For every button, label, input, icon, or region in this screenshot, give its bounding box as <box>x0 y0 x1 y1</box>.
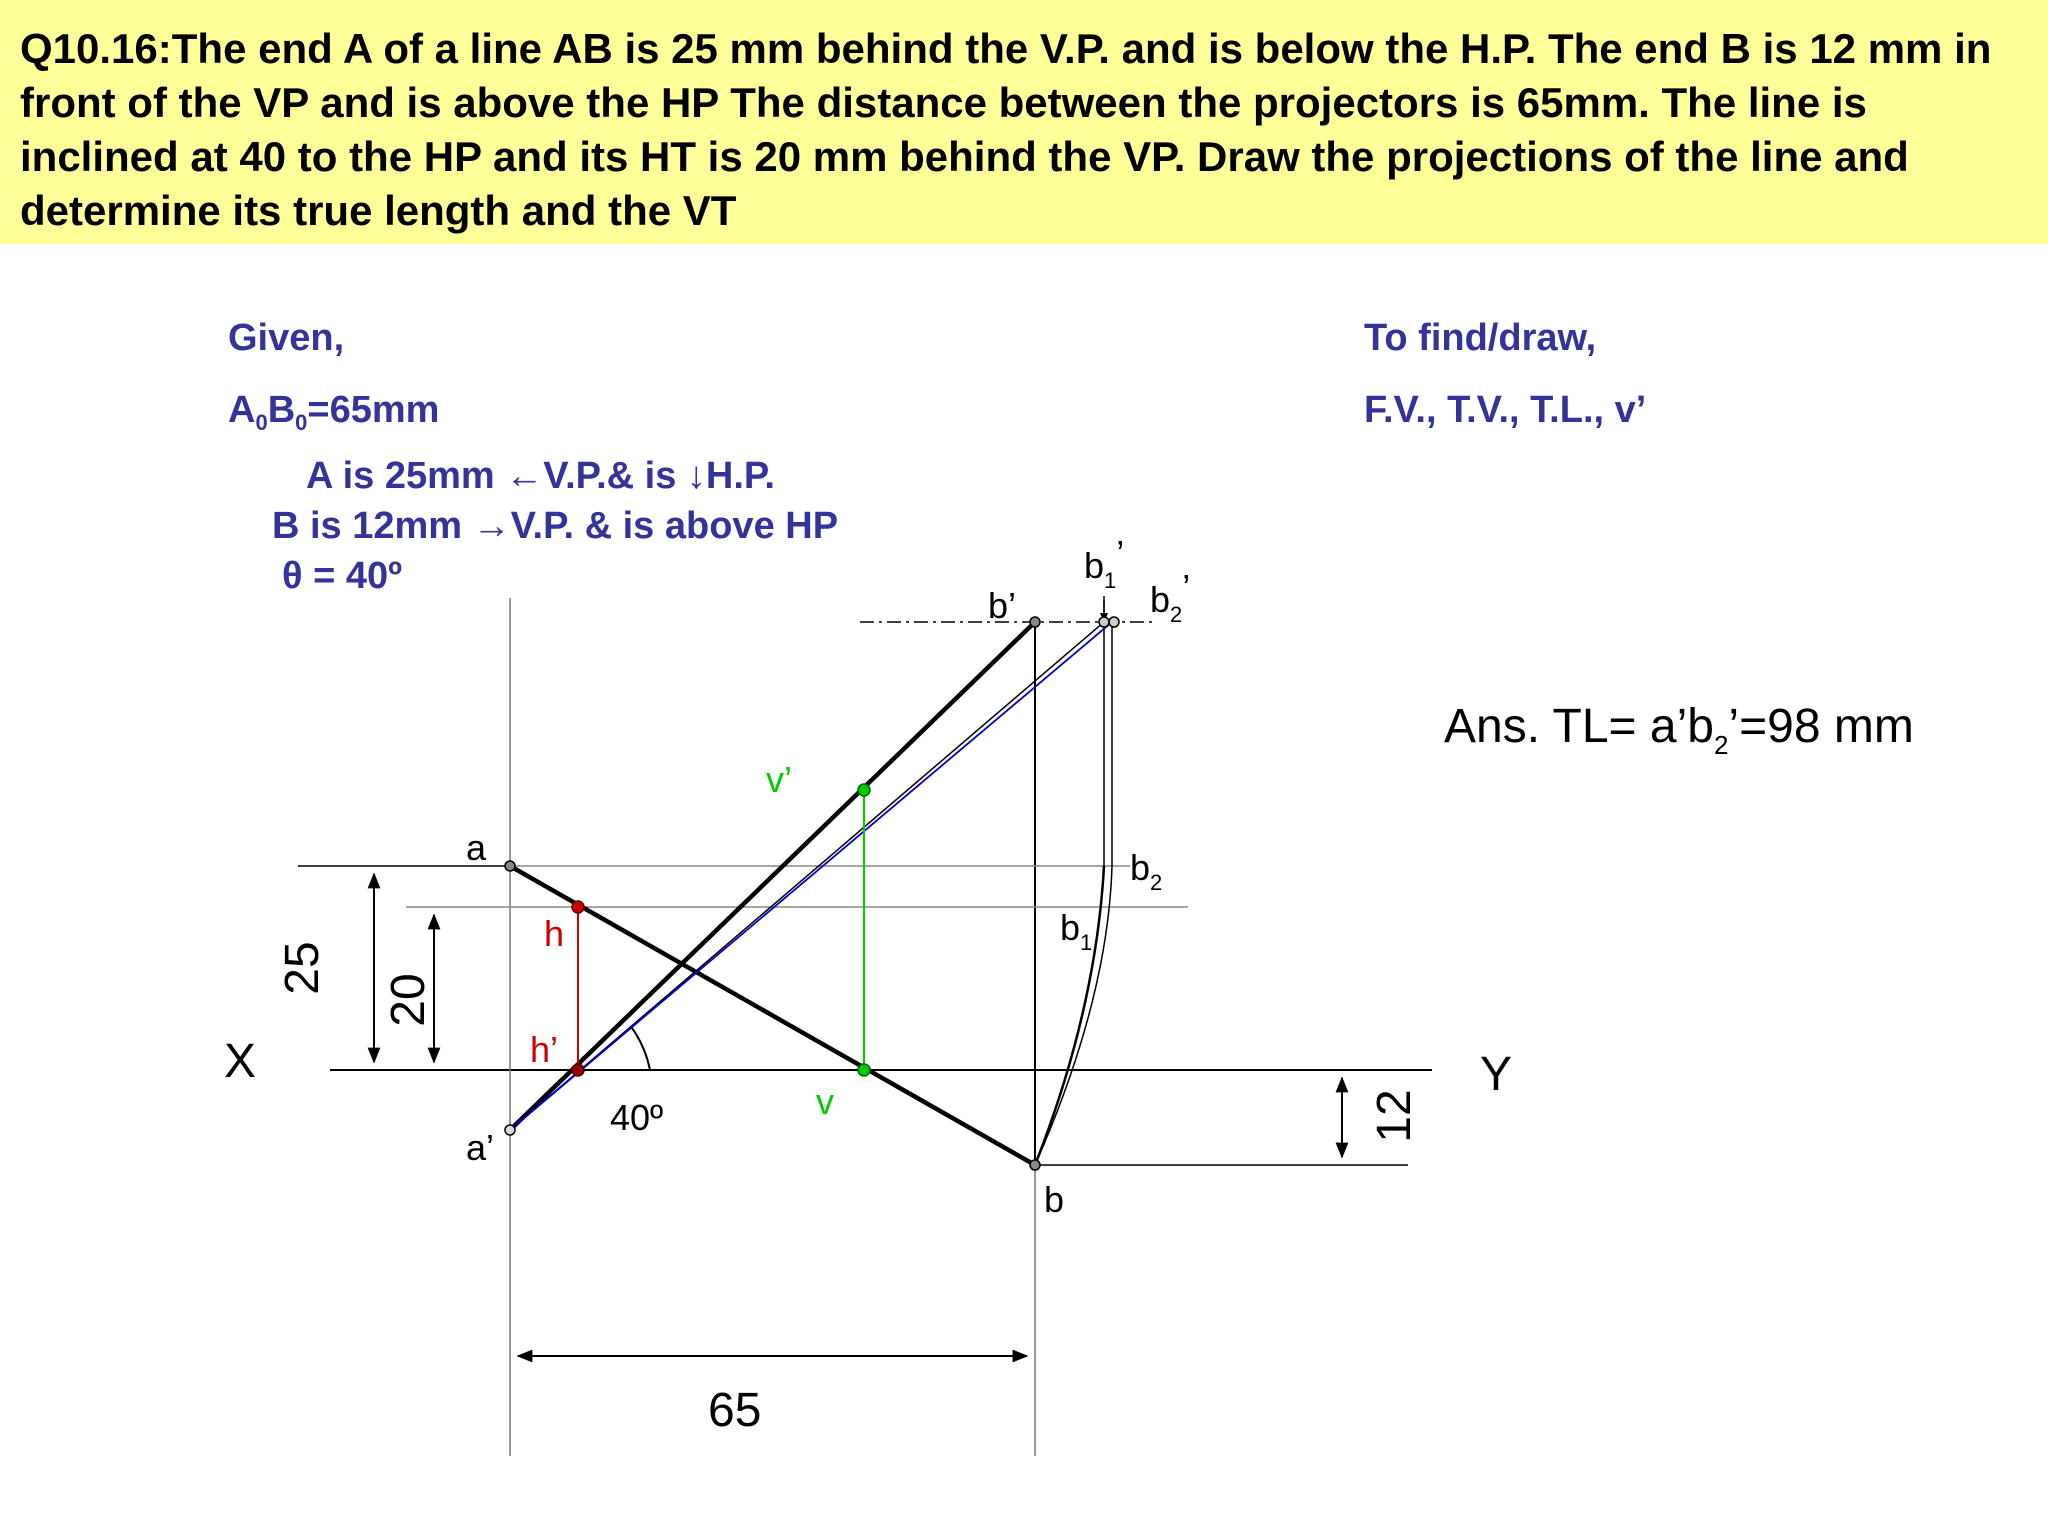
label-v: v <box>816 1081 834 1122</box>
given-a0b0: $A_0B_0=65mm$ <box>228 389 440 435</box>
label-b-prime: b’ <box>988 585 1017 626</box>
label-v-prime: v’ <box>766 759 792 800</box>
point-a <box>505 861 515 871</box>
point-a-prime <box>505 1125 515 1135</box>
question-text: Q10.16:The end A of a line AB is 25 mm behind the V.P. and is below the H.P. The end B is 12 mm in front of the VP and is above the HP The distance between the projectors is 65mm. The line is inclined at 40 to the HP and its HT is 20 mm behind the VP. Draw the projections of the line and determine its true length and the VT <box>0 0 2048 244</box>
label-b2: $b_2$ <box>1130 847 1163 895</box>
true-length-line <box>510 622 1112 1130</box>
label-h-prime: h’ <box>530 1029 559 1070</box>
label-b1: $b_1$ <box>1060 907 1093 955</box>
dim-12-label: 12 <box>1368 1089 1421 1143</box>
point-h <box>572 901 584 913</box>
point-b <box>1030 1160 1040 1170</box>
y-label: Y <box>1480 1048 1513 1101</box>
label-angle: 40º <box>610 1097 664 1138</box>
label-h: h <box>544 913 565 954</box>
point-b-prime <box>1030 617 1040 627</box>
label-a-prime: a’ <box>466 1127 495 1168</box>
top-view-ab <box>510 866 1035 1165</box>
given-heading: Given, <box>228 317 345 359</box>
point-b2-prime <box>1109 617 1119 627</box>
answer-text: Ans. $TL= a’b_2’=98$ mm <box>1444 700 1914 760</box>
label-b1-prime: $b_1$’ <box>1084 533 1125 593</box>
given-a-position: A is 25mm ←V.P.& is ↓H.P. <box>306 455 775 497</box>
given-theta: θ = 40º <box>282 555 402 597</box>
to-find-heading: To find/draw, <box>1364 317 1597 359</box>
dim-20-label: 20 <box>382 973 435 1027</box>
label-b2-prime: $b_2$’ <box>1150 567 1191 627</box>
point-v-prime <box>858 784 870 796</box>
angle-arc <box>632 1028 650 1070</box>
point-b1-prime <box>1099 617 1109 627</box>
x-label: X <box>224 1035 257 1088</box>
given-b-position: B is 12mm →V.P. & is above HP <box>272 505 839 547</box>
label-b: b <box>1044 1179 1065 1220</box>
to-find-items: F.V., T.V., T.L., v’ <box>1364 389 1647 431</box>
point-h-prime <box>572 1064 584 1076</box>
dim-25-label: 25 <box>276 941 329 995</box>
front-view-ab <box>510 622 1035 1130</box>
point-v <box>858 1064 870 1076</box>
label-a: a <box>466 827 487 868</box>
dim-65-label: 65 <box>708 1384 762 1437</box>
